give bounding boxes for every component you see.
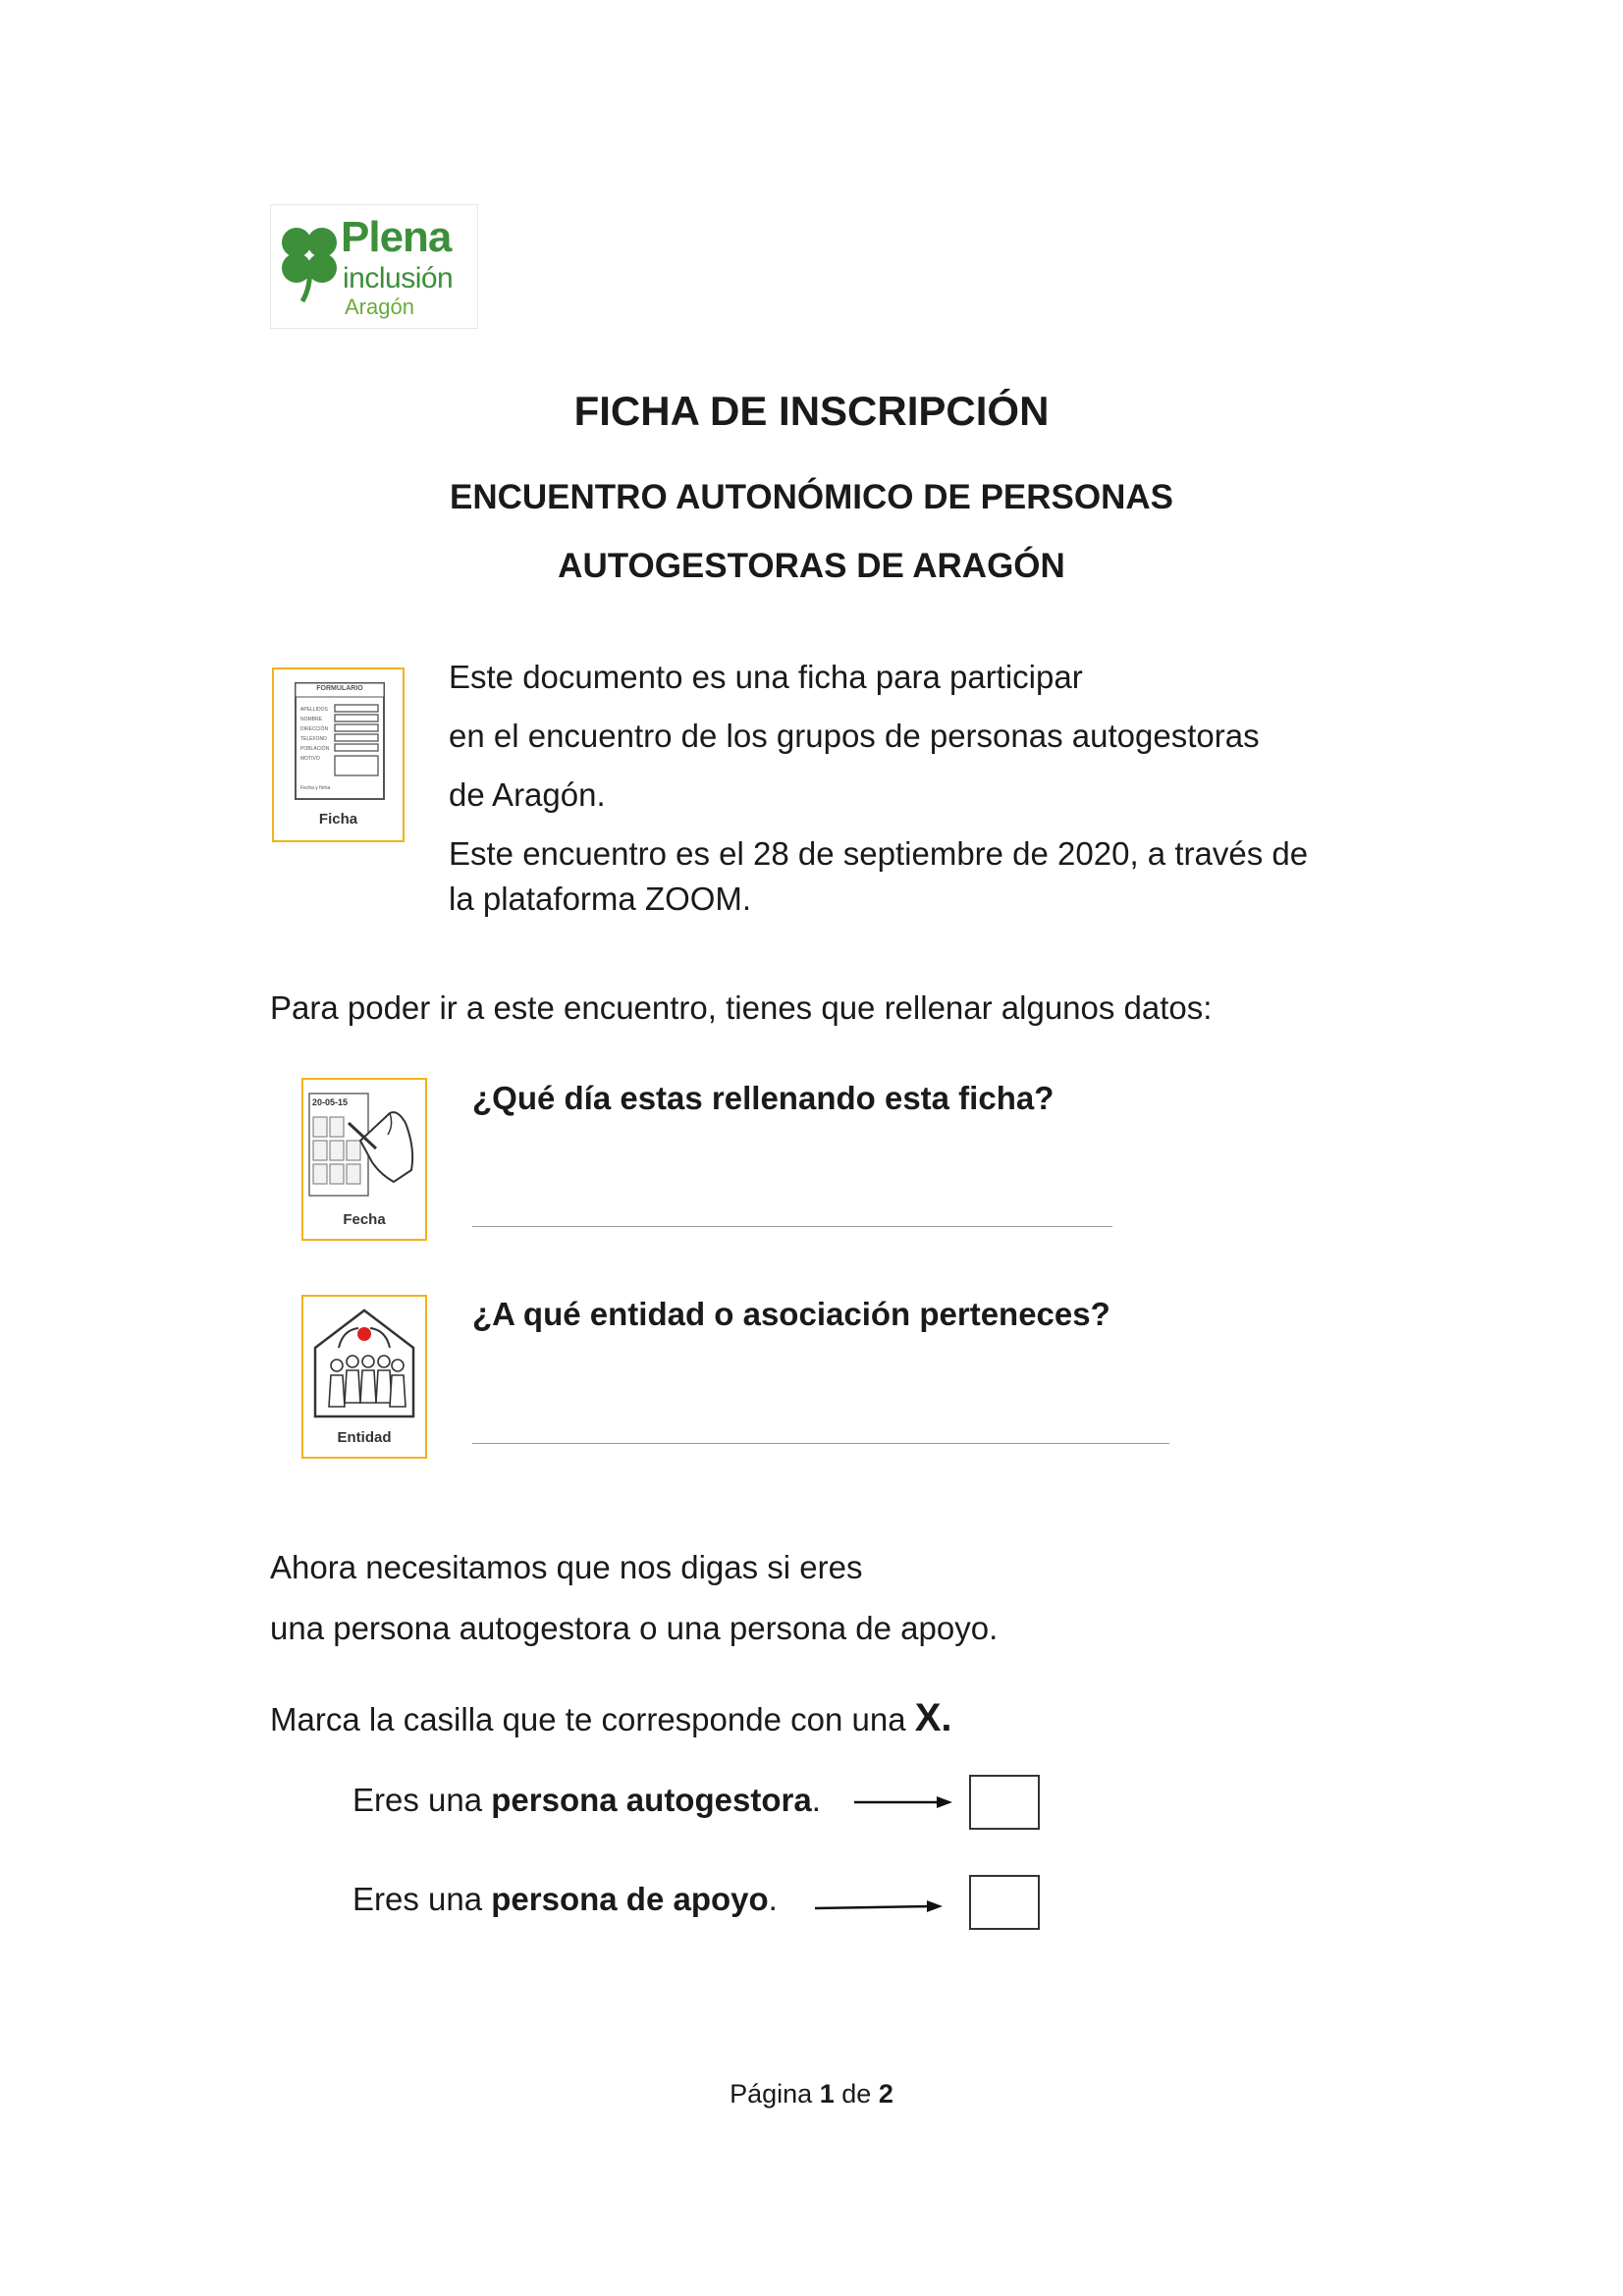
arrow-right-icon: [854, 1794, 952, 1810]
form-header: FORMULARIO: [316, 685, 363, 692]
form-field-label: TELÉFONO: [300, 736, 327, 742]
form-field-label: MOTIVO: [300, 756, 320, 762]
form-field-labels: [300, 705, 336, 764]
logo-text-inclusion: inclusión: [343, 262, 454, 294]
role-question-line2: una persona autogestora o una persona de apoyo.: [270, 1610, 999, 1646]
arrow-right-icon: [815, 1899, 943, 1915]
option-bold: persona autogestora: [491, 1782, 812, 1818]
instructions: Para poder ir a este encuentro, tienes que rellenar algunos datos:: [270, 989, 1213, 1026]
logo-text-plena: Plena: [341, 213, 452, 261]
intro-line: la plataforma ZOOM.: [449, 881, 752, 917]
answer-line-entity[interactable]: [472, 1443, 1169, 1444]
document-subtitle-line2: AUTOGESTORAS DE ARAGÓN: [558, 547, 1065, 585]
picto-ficha: [272, 667, 405, 842]
form-footer: Fecha y firma: [300, 785, 331, 791]
plena-inclusion-logo: [270, 204, 478, 329]
picto-fecha: [301, 1078, 427, 1241]
picto-label-ficha: Ficha: [318, 811, 358, 828]
document-title: FICHA DE INSCRIPCIÓN: [573, 388, 1050, 434]
page-number-middle: de: [841, 2079, 872, 2109]
mark-symbol: X.: [914, 1696, 952, 1739]
picto-label-entidad: Entidad: [337, 1429, 392, 1446]
document-subtitle-line1: ENCUENTRO AUTONÓMICO DE PERSONAS: [450, 478, 1173, 516]
question-entity: ¿A qué entidad o asociación perteneces?: [472, 1296, 1110, 1332]
form-field-label: POBLACIÓN: [300, 746, 330, 752]
option-suffix: .: [768, 1881, 778, 1917]
clover-icon: [279, 225, 340, 303]
option-support-person: [352, 1881, 778, 1918]
page-number-current: 1: [819, 2079, 835, 2109]
intro-line: en el encuentro de los grupos de personas autogestoras: [449, 718, 1260, 754]
checkbox-self-advocate[interactable]: [969, 1775, 1040, 1830]
picto-label-fecha: Fecha: [343, 1211, 386, 1228]
option-prefix: Eres una: [352, 1782, 483, 1818]
option-prefix: Eres una: [352, 1881, 483, 1917]
intro-line: Este encuentro es el 28 de septiembre de 2020, a través de: [449, 835, 1309, 872]
option-self-advocate: [352, 1782, 821, 1819]
form-field-label: DIRECCIÓN: [300, 726, 329, 732]
intro-line: Este documento es una ficha para participar: [449, 659, 1083, 695]
page-number: [0, 2079, 1623, 2109]
page-number-prefix: Página: [730, 2079, 813, 2109]
intro-line: de Aragón.: [449, 776, 606, 813]
form-field-label: APELLIDOS: [300, 707, 328, 713]
intro-text: [449, 648, 1308, 922]
mark-instruction: [270, 1696, 952, 1740]
picto-date: 20-05-15: [312, 1097, 349, 1107]
page-number-total: 2: [878, 2079, 893, 2109]
logo-text-aragon: Aragón: [345, 294, 414, 319]
option-suffix: .: [811, 1782, 821, 1818]
picto-entidad: [301, 1295, 427, 1459]
mark-instruction-text: Marca la casilla que te corresponde con una: [270, 1701, 906, 1737]
role-question-line1: Ahora necesitamos que nos digas si eres: [270, 1549, 863, 1585]
group-house-icon: [303, 1297, 425, 1429]
question-date: ¿Qué día estas rellenando esta ficha?: [472, 1080, 1055, 1116]
form-field-label: NOMBRE: [300, 717, 322, 722]
option-bold: persona de apoyo: [491, 1881, 769, 1917]
checkbox-support-person[interactable]: [969, 1875, 1040, 1930]
answer-line-date[interactable]: [472, 1226, 1112, 1227]
